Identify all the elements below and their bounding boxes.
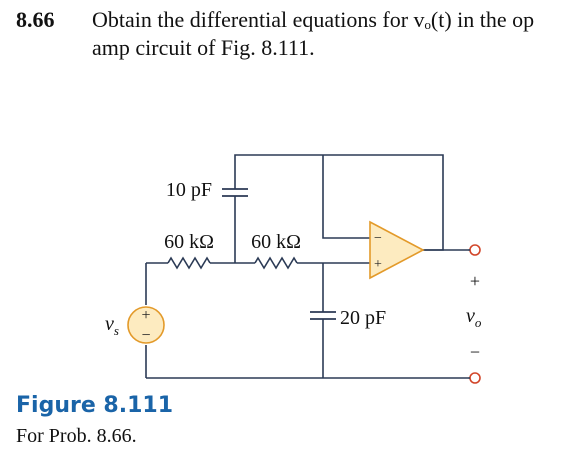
label-output <box>466 305 482 330</box>
label-output-minus: − <box>469 342 481 362</box>
problem-text: Obtain the differential equations for vₒ(t) in the op amp circuit of Fig. 8.111. <box>92 7 535 60</box>
output-terminal-top <box>470 245 480 255</box>
output-terminal-bottom <box>470 373 480 383</box>
resistor-60k-right <box>255 258 297 268</box>
label-output-sub: o <box>474 315 482 330</box>
source-minus-sign: − <box>141 327 151 344</box>
label-output-v: v <box>466 305 475 327</box>
label-resistor-left: 60 kΩ <box>164 231 214 253</box>
source-plus-sign: + <box>141 307 151 324</box>
opamp-noninverting-sign: + <box>374 257 382 272</box>
label-source-v: v <box>105 313 114 335</box>
label-source <box>105 313 119 338</box>
label-capacitor-10pf: 10 pF <box>165 179 212 201</box>
capacitor-20pf <box>310 312 336 319</box>
label-resistor-right: 60 kΩ <box>251 231 301 253</box>
figure-title: Figure 8.111 <box>16 393 173 418</box>
figure-caption: For Prob. 8.66. <box>16 425 137 447</box>
opamp-inverting-feedback <box>323 155 370 238</box>
resistor-60k-left <box>168 258 210 268</box>
label-capacitor-20pf: 20 pF <box>340 307 387 329</box>
problem-number: 8.66 <box>16 7 55 32</box>
capacitor-10pf <box>222 189 248 196</box>
label-output-plus: + <box>469 271 481 291</box>
opamp-inverting-sign: − <box>374 231 382 246</box>
label-source-sub: s <box>113 323 119 338</box>
